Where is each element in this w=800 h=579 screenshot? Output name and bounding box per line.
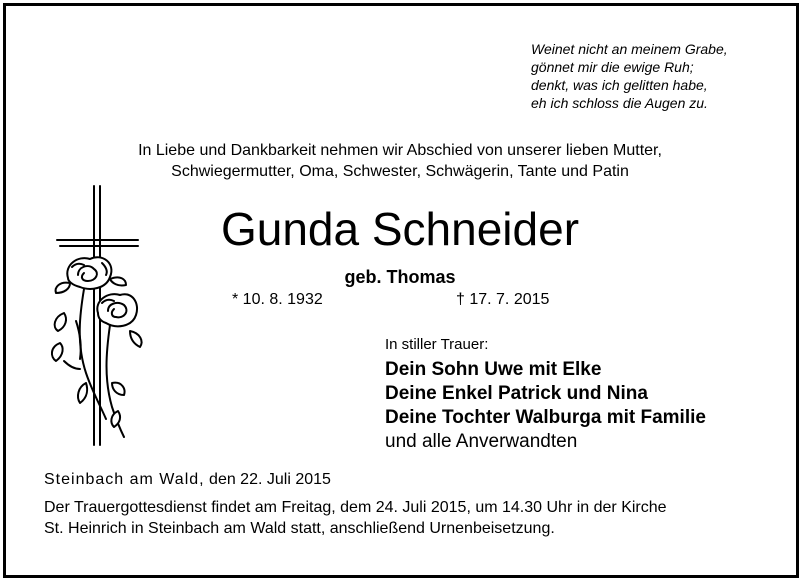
- birth-date: * 10. 8. 1932: [232, 291, 323, 308]
- service-line: Der Trauergottesdienst findet am Freitag, dem 24. Juli 2015, um 14.30 Uhr in der Kirche: [44, 499, 667, 516]
- mourners-intro: In stiller Trauer:: [385, 336, 489, 353]
- service-info: [44, 497, 667, 539]
- mourner-line: Dein Sohn Uwe mit Elke: [385, 359, 602, 380]
- poem-line: Weinet nicht an meinem Grabe,: [531, 41, 728, 57]
- death-date: † 17. 7. 2015: [456, 291, 550, 308]
- mourner-others: und alle Anverwandten: [385, 431, 578, 452]
- intro-line: In Liebe und Dankbarkeit nehmen wir Abschied von unserer lieben Mutter,: [138, 142, 662, 159]
- mourners-list: [385, 358, 706, 454]
- mourner-line: Deine Enkel Patrick und Nina: [385, 383, 648, 404]
- birth-name: geb. Thomas: [344, 267, 456, 287]
- poem-line: denkt, was ich gelitten habe,: [531, 77, 708, 93]
- poem-line: eh ich schloss die Augen zu.: [531, 95, 708, 111]
- place: Steinbach am Wald,: [44, 471, 205, 488]
- poem: [531, 40, 728, 112]
- poem-line: gönnet mir die ewige Ruh;: [531, 59, 694, 75]
- intro-text: [0, 140, 800, 182]
- date: den 22. Juli 2015: [204, 471, 331, 488]
- mourner-line: Deine Tochter Walburga mit Familie: [385, 407, 706, 428]
- service-line: St. Heinrich in Steinbach am Wald statt, anschließend Urnenbeisetzung.: [44, 520, 555, 537]
- deceased-name: Gunda Schneider: [220, 203, 580, 255]
- place-date: [44, 470, 331, 490]
- intro-line: Schwiegermutter, Oma, Schwester, Schwägerin, Tante und Patin: [171, 163, 629, 180]
